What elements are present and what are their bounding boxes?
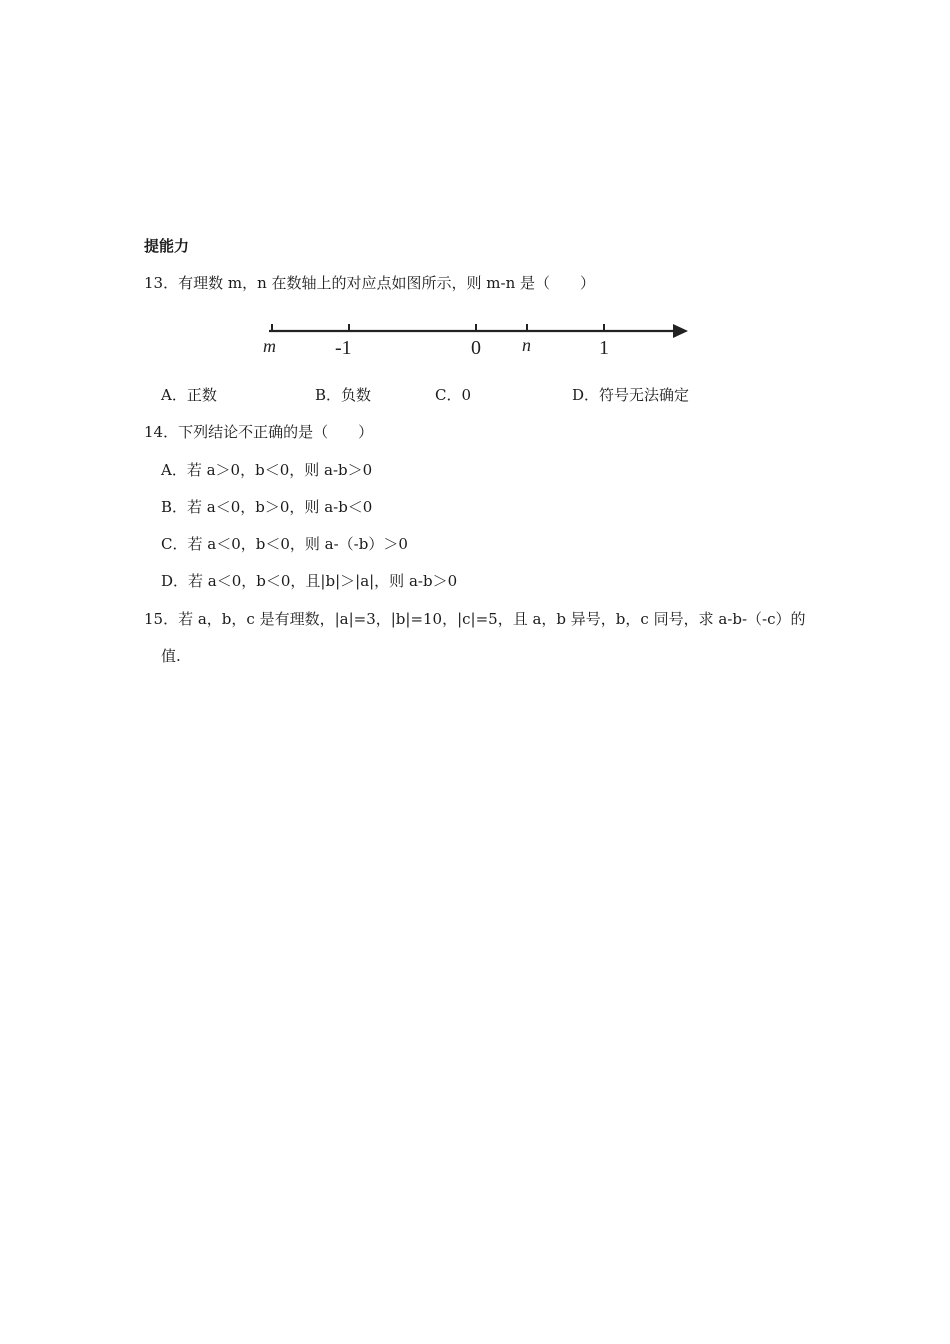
q13-option-a: A．正数 — [161, 386, 217, 404]
question-14-stem: 14．下列结论不正确的是（ ） — [144, 423, 374, 441]
q13-option-b: B．负数 — [315, 386, 372, 404]
q14-option-a: A．若 a＞0，b＜0，则 a-b＞0 — [161, 461, 373, 479]
q14-option-d: D．若 a＜0，b＜0，且|b|＞|a|，则 a-b＞0 — [161, 572, 458, 590]
number-line-figure — [255, 314, 695, 364]
question-15-stem-line1: 15．若 a，b，c 是有理数，|a|=3，|b|=10，|c|=5，且 a，b 异号，b，c 同号，求 a-b-（-c）的 — [144, 610, 806, 628]
q14-option-b: B．若 a＜0，b＞0，则 a-b＜0 — [161, 498, 373, 516]
number-line-arrow — [673, 324, 688, 338]
question-15-stem-line2: 值. — [161, 647, 181, 665]
q14-option-c: C．若 a＜0，b＜0，则 a-（-b）＞0 — [161, 535, 408, 553]
label-neg1: -1 — [335, 337, 352, 359]
q13-option-d: D．符号无法确定 — [572, 386, 690, 404]
label-m: m — [263, 336, 276, 356]
question-13-stem: 13．有理数 m，n 在数轴上的对应点如图所示，则 m-n 是（ ） — [144, 274, 595, 292]
label-1: 1 — [599, 337, 609, 359]
q13-option-c: C．0 — [435, 386, 472, 404]
label-n: n — [522, 335, 531, 355]
label-0: 0 — [471, 337, 481, 359]
section-heading: 提能力 — [144, 237, 190, 255]
